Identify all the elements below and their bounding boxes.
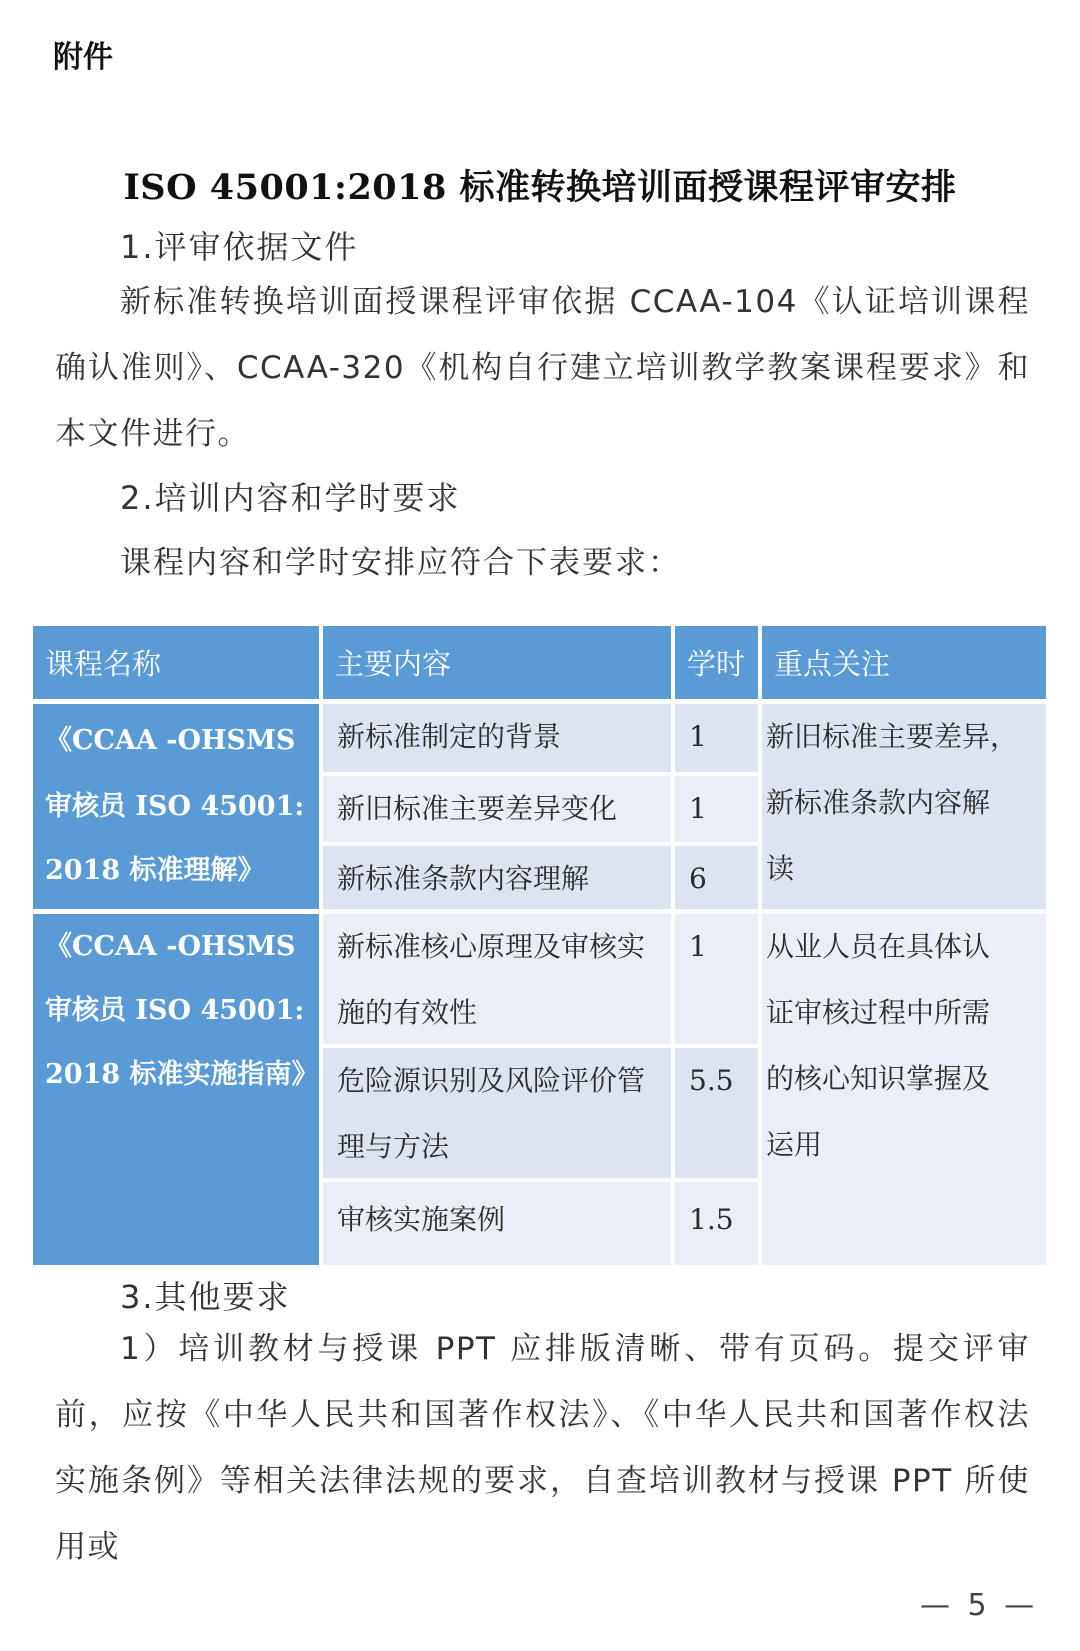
table-row: 审核实施案例 [323, 1182, 671, 1265]
course-name-guide [33, 914, 319, 1265]
content-line: 施的有效性 [337, 996, 478, 1029]
table-cell-focus [762, 704, 1046, 909]
course-name-line: 审核员 ISO 45001: [45, 995, 305, 1026]
section2-intro: 课程内容和学时安排应符合下表要求： [120, 545, 681, 581]
section3-paragraph: 1）培训教材与授课 PPT 应排版清晰、带有页码。提交评审前，应按《中华人民共和国著作权法》、《中华人民共和国著作权法实施条例》等相关法律法规的要求，自查培训教材与授课 PPT 所使用或 [55, 1331, 1030, 1565]
table-header-focus: 重点关注 [762, 626, 1046, 699]
table-header-hours: 学时 [675, 626, 758, 699]
content-line: 危险源识别及风险评价管 [337, 1064, 646, 1097]
focus-line: 读 [766, 852, 795, 885]
table-row: 新标准条款内容理解 [323, 846, 671, 909]
table-row [323, 914, 671, 1044]
table-cell-hours: 1.5 [675, 1182, 758, 1265]
course-table [33, 626, 1046, 1265]
course-name-understanding [33, 704, 319, 909]
section2-heading: 2.培训内容和学时要求 [120, 479, 461, 517]
table-header-course: 课程名称 [33, 626, 319, 699]
focus-line: 的核心知识掌握及 [766, 1062, 991, 1095]
table-cell-focus [762, 914, 1046, 1265]
table-cell-hours: 1 [675, 776, 758, 842]
course-name-line: 《CCAA -OHSMS [45, 931, 296, 962]
course-name-line: 《CCAA -OHSMS [45, 725, 296, 756]
focus-line: 证审核过程中所需 [766, 996, 991, 1029]
table-cell-hours: 6 [675, 846, 758, 909]
focus-line: 从业人员在具体认 [766, 930, 991, 963]
table-header-content: 主要内容 [323, 626, 671, 699]
focus-line: 运用 [766, 1128, 823, 1161]
section3-heading: 3.其他要求 [120, 1278, 291, 1316]
page-number: — 5 — [920, 1588, 1039, 1623]
content-line: 新标准核心原理及审核实 [337, 930, 646, 963]
course-name-line: 审核员 ISO 45001: [45, 791, 305, 822]
section1-paragraph: 新标准转换培训面授课程评审依据 CCAA-104《认证培训课程确认准则》、CCAA-320《机构自行建立培训教学教案课程要求》和本文件进行。 [55, 284, 1030, 452]
table-row: 新标准制定的背景 [323, 704, 671, 772]
course-name-line: 2018 标准实施指南》 [45, 1059, 319, 1090]
document-title: ISO 45001:2018 标准转换培训面授课程评审安排 [123, 167, 957, 208]
table-row: 新旧标准主要差异变化 [323, 776, 671, 842]
table-cell-hours: 1 [675, 704, 758, 772]
course-name-line: 2018 标准理解》 [45, 855, 265, 886]
section1-heading: 1.评审依据文件 [120, 228, 359, 266]
table-cell-hours: 1 [675, 914, 758, 1044]
attachment-label: 附件 [53, 40, 113, 75]
focus-line: 新标准条款内容解 [766, 786, 991, 819]
table-row [323, 1048, 671, 1178]
focus-line: 新旧标准主要差异， [766, 720, 1019, 753]
content-line: 理与方法 [337, 1130, 450, 1163]
table-cell-hours: 5.5 [675, 1048, 758, 1178]
